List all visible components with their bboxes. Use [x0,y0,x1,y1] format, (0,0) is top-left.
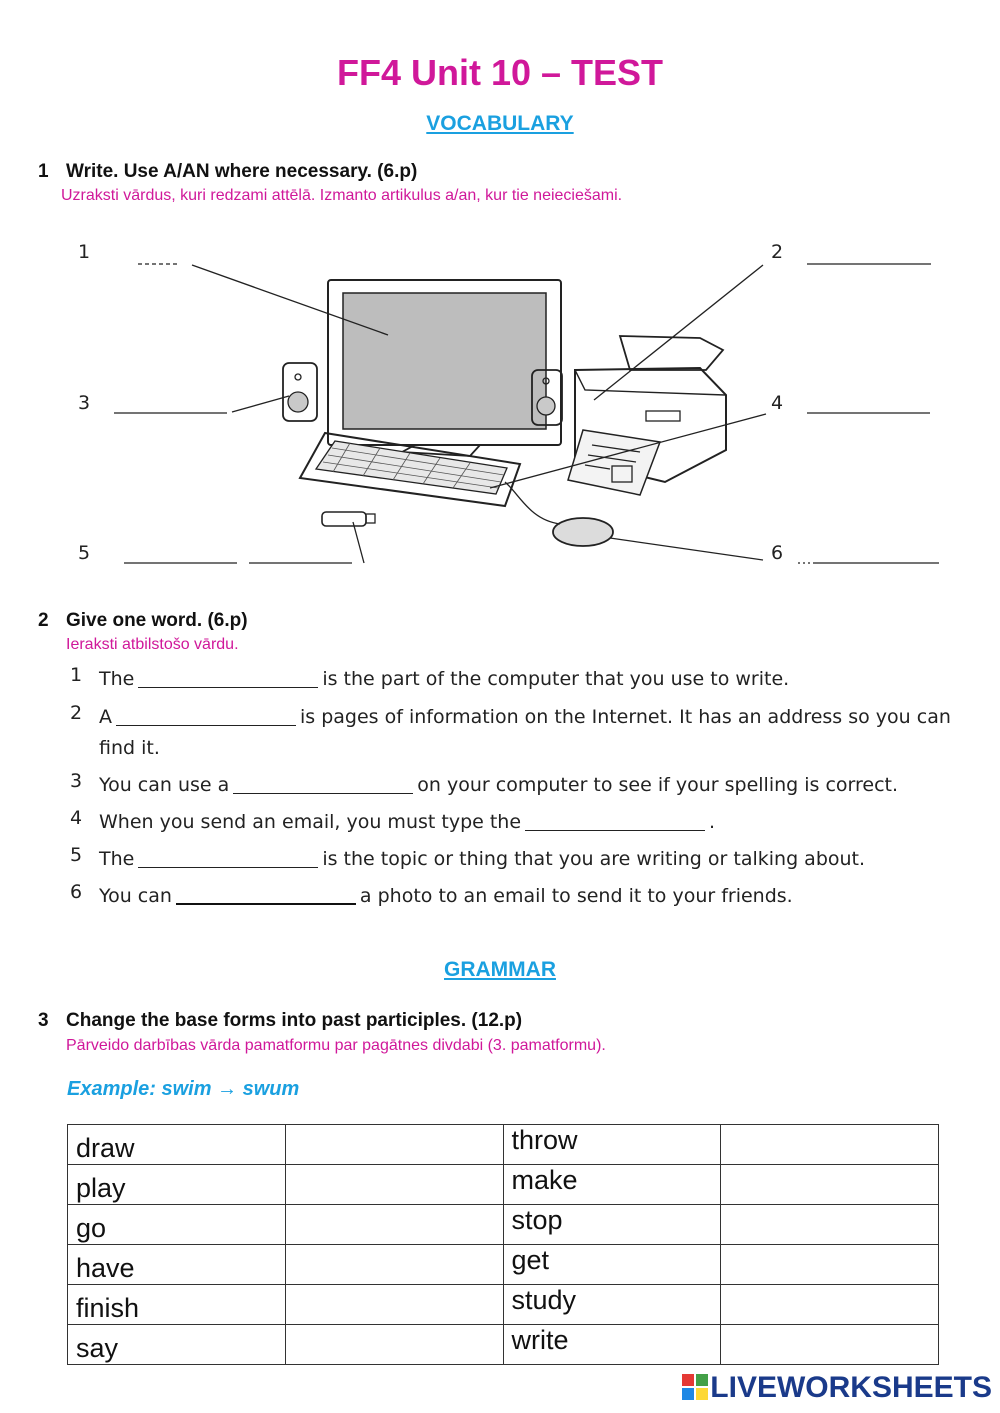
task2-number: 2 [38,610,49,631]
answer-cell[interactable] [285,1245,503,1285]
task2-heading [38,610,248,632]
answer-cell[interactable] [285,1205,503,1245]
table-row [68,1245,939,1285]
sentence-number: 4 [70,807,83,829]
sentence-6 [70,881,960,912]
sentence-text-before: You can [99,885,172,907]
task1-instruction: Uzraksti vārdus, kuri redzami attēlā. Izmanto artikulus a/an, kur tie neieciešami. [61,187,623,204]
answer-gap-5[interactable] [138,849,318,868]
base-form-cell: go [68,1205,286,1245]
verb-table [67,1124,939,1365]
answer-gap-6[interactable] [176,885,356,905]
sentence-number: 5 [70,844,83,866]
sentence-text-before: A [99,706,112,728]
label-3: 3 [78,392,91,414]
task2-instruction: Ieraksti atbilstošo vārdu. [66,636,239,653]
base-form-cell: have [68,1245,286,1285]
sentence-text-before: The [99,668,135,690]
sentence-text-before: When you send an email, you must type the [99,811,522,833]
sentence-text-after: is the topic or thing that you are writing or talking about. [322,848,866,870]
watermark-text: LIVEWORKSHEETS [710,1371,992,1404]
sentence-5 [70,844,960,875]
base-form-cell: say [68,1325,286,1365]
base-form-cell: stop [503,1205,721,1245]
sentence-text-after: is pages of information on the Internet. It has an address so you can find it. [99,706,951,759]
sentence-text-after: on your computer to see if your spelling is correct. [417,774,899,796]
sentence-text-after: . [709,811,716,833]
sentence-number: 3 [70,770,83,792]
base-form-cell: make [503,1165,721,1205]
sentence-text-after: is the part of the computer that you use to write. [322,668,790,690]
table-row [68,1205,939,1245]
base-form-cell: write [503,1325,721,1365]
answer-cell[interactable] [285,1125,503,1165]
sentence-text-before: The [99,848,135,870]
base-form-cell: finish [68,1285,286,1325]
answer-cell[interactable] [721,1245,939,1285]
label-1: 1 [78,241,91,263]
answer-cell[interactable] [285,1165,503,1205]
answer-gap-1[interactable] [138,669,318,688]
answer-cell[interactable] [721,1125,939,1165]
answer-cell[interactable] [285,1285,503,1325]
sentence-number: 6 [70,881,83,903]
label-2: 2 [771,241,784,263]
table-row [68,1125,939,1165]
sentence-text-after: a photo to an email to send it to your friends. [359,885,793,907]
answer-gap-4[interactable] [525,812,705,831]
answer-cell[interactable] [721,1205,939,1245]
task3-number: 3 [38,1010,49,1031]
table-row [68,1165,939,1205]
task1-number: 1 [38,161,49,182]
task3-instruction: Pārveido darbības vārda pamatformu par pagātnes divdabi (3. pamatformu). [66,1037,606,1054]
example-text: Example: swim → swum [67,1078,300,1100]
page-title: FF4 Unit 10 – TEST [336,52,664,93]
sentence-4 [70,807,960,838]
vocabulary-heading: VOCABULARY [426,112,574,135]
liveworksheets-watermark [682,1371,992,1405]
sentence-1 [70,664,960,695]
label-6: 6 [771,542,784,564]
sentence-3 [70,770,960,801]
answer-cell[interactable] [721,1165,939,1205]
base-form-cell: play [68,1165,286,1205]
answer-cell[interactable] [721,1325,939,1365]
sentence-text-before: You can use a [99,774,230,796]
answer-gap-3[interactable] [233,775,413,794]
sentence-2 [70,702,960,764]
label-5: 5 [78,542,91,564]
task3-heading [38,1010,522,1032]
base-form-cell: study [503,1285,721,1325]
answer-cell[interactable] [285,1325,503,1365]
label-4: 4 [771,392,784,414]
sentence-number: 1 [70,664,83,686]
task1-heading [38,161,417,183]
answer-gap-2[interactable] [116,707,296,726]
grammar-heading: GRAMMAR [444,958,556,981]
task1-heading-text: Write. Use A/AN where necessary. (6.p) [66,161,418,182]
base-form-cell: draw [68,1125,286,1165]
table-row [68,1285,939,1325]
task3-heading-text: Change the base forms into past participles. (12.p) [66,1010,523,1031]
sentence-number: 2 [70,702,83,724]
task2-heading-text: Give one word. (6.p) [66,610,248,631]
base-form-cell: get [503,1245,721,1285]
computer-illustration [0,220,1000,580]
answer-cell[interactable] [721,1285,939,1325]
liveworksheets-logo-icon [682,1374,708,1400]
table-row [68,1325,939,1365]
base-form-cell: throw [503,1125,721,1165]
